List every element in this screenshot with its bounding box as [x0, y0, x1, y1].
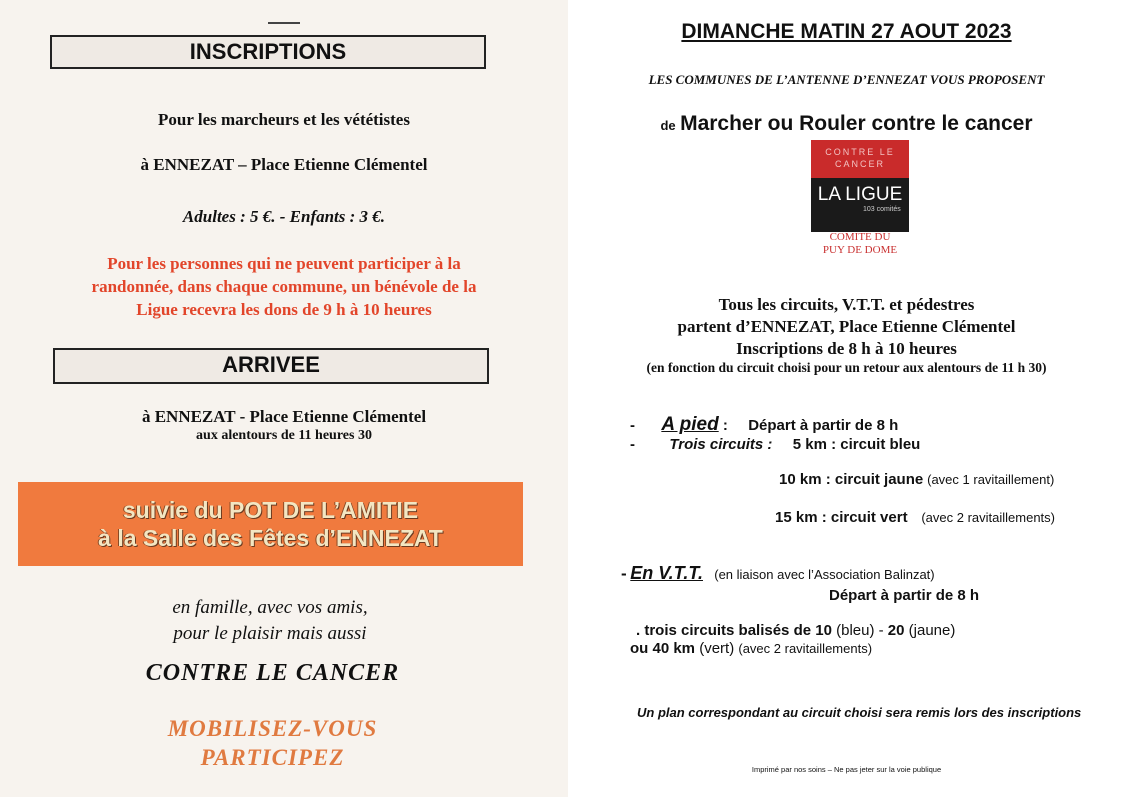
vtt-line: [621, 563, 935, 584]
logo-top-band: CONTRE LE CANCER: [811, 140, 909, 178]
circuit-10km: 10 km : circuit jaune (avec 1 ravitaillement): [779, 471, 1055, 488]
apied-depart: Départ à partir de 8 h: [748, 417, 899, 434]
family-line: pour le plaisir mais aussi: [173, 623, 367, 644]
donation-line: Pour les personnes qui ne peuvent participer à la: [107, 254, 461, 273]
vtt-circuits-line: . trois circuits balisés de 10 (bleu) - 20 (jaune): [636, 622, 956, 639]
footer-note: Imprimé par nos soins – Ne pas jeter sur la voie publique: [751, 765, 942, 774]
info-block: [568, 294, 1125, 360]
vtt-depart: Départ à partir de 8 h: [829, 587, 980, 604]
apied-line: - A pied : Départ à partir de 8 h: [630, 414, 899, 435]
trois-circuits-line: [630, 436, 920, 453]
info-line: Inscriptions de 8 h à 10 heures: [736, 339, 957, 358]
mobilisez-vous: MOBILISEZ-VOUS: [167, 716, 378, 741]
arrivee-time: aux alentours de 11 heures 30: [196, 428, 372, 443]
band-line: à la Salle des Fêtes d’ENNEZAT: [98, 525, 443, 551]
circuit-5km: 5 km : circuit bleu: [792, 436, 921, 453]
apied-label: A pied: [661, 414, 719, 435]
participez: PARTICIPEZ: [200, 745, 345, 770]
vtt-label: En V.T.T.: [630, 563, 703, 583]
vtt-40km-line: ou 40 km (vert) (avec 2 ravitaillements): [630, 640, 873, 657]
family-text: [0, 595, 540, 647]
bullet-dash: -: [630, 417, 635, 434]
family-line: en famille, avec vos amis,: [172, 597, 368, 618]
info-line: partent d’ENNEZAT, Place Etienne Clémentel: [677, 317, 1016, 336]
right-panel: [568, 0, 1125, 797]
prices: Adultes : 5 €. - Enfants : 3 €.: [182, 207, 386, 226]
band-line: suivie du POT DE L’AMITIE: [122, 497, 419, 523]
inscription-place: à ENNEZAT – Place Etienne Clémentel: [140, 155, 428, 174]
donation-line: randonnée, dans chaque commune, un bénévole de la: [91, 277, 477, 296]
logo-sub: 103 comités: [863, 206, 901, 213]
arrivee-place: à ENNEZAT - Place Etienne Clémentel: [141, 407, 427, 426]
contre-le-cancer: CONTRE LE CANCER: [145, 660, 400, 686]
for-whom-text: Pour les marcheurs et les vététistes: [158, 110, 410, 129]
info-line: Tous les circuits, V.T.T. et pédestres: [718, 295, 975, 314]
vtt-note: (en liaison avec l’Association Balinzat): [714, 567, 935, 582]
communes-line: LES COMMUNES DE L’ANTENNE D’ENNEZAT VOUS PROPOSENT: [648, 72, 1045, 87]
separator-line: [268, 22, 300, 24]
headline-text: Marcher ou Rouler contre le cancer: [680, 112, 1033, 135]
arrivee-box: [53, 348, 489, 384]
arrivee-title: ARRIVEE: [222, 352, 320, 377]
headline-prefix: de: [660, 118, 676, 133]
info-note: (en fonction du circuit choisi pour un retour aux alentours de 11 h 30): [646, 360, 1047, 375]
inscriptions-box: [50, 35, 486, 69]
donation-text: [0, 252, 568, 321]
date-title: DIMANCHE MATIN 27 AOUT 2023: [681, 20, 1012, 43]
inscriptions-title: INSCRIPTIONS: [189, 39, 347, 64]
bullet-dash: -: [621, 564, 627, 583]
circuit-15km: 15 km : circuit vert (avec 2 ravitaillements): [775, 509, 1055, 526]
plan-note: Un plan correspondant au circuit choisi sera remis lors des inscriptions: [637, 705, 1082, 720]
pot-amitie-band: [18, 482, 523, 566]
trois-label: Trois circuits :: [669, 436, 773, 453]
la-ligue-logo: [811, 140, 909, 232]
headline: [568, 112, 1125, 136]
logo-name: LA LIGUE: [817, 184, 903, 205]
bullet-dash: -: [630, 436, 635, 453]
logo-caption: COMITE DU PUY DE DOME: [822, 231, 898, 256]
donation-line: Ligue recevra les dons de 9 h à 10 heures: [136, 300, 432, 319]
